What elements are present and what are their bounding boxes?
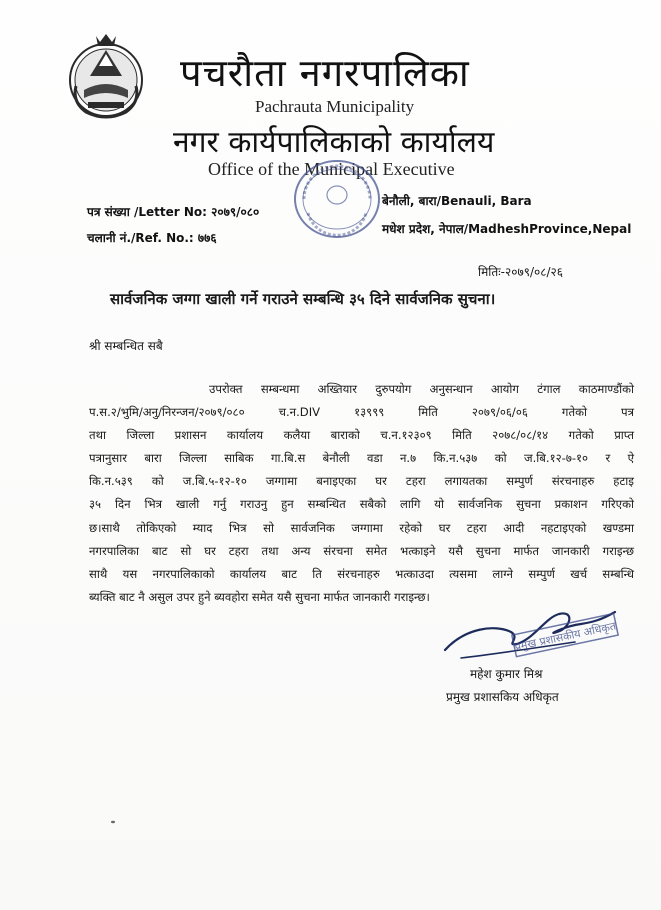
body-line: छ।साथै तोकिएको म्याद भित्र सो सार्वजनिक जग्गामा रहेको घर टहरा आदी नहटाइएको खण्डमा [89,520,634,535]
nepal-emblem-icon [66,30,146,120]
body-line: तथा जिल्ला प्रशासन कार्यालय कलैया बाराको च.न.१२३०९ मिति २०७८/०८/१४ गतेको प्राप्त [89,428,634,443]
body-line: प.स.२/भुमि/अनु/निरन्जन/२०७९/०८० च.न.DIV १३९९९ मिति २०७९/०६/०६ गतेको पत्र [89,405,634,420]
body-line: ब्यक्ति बाट नै असुल उपर हुने ब्यवहोरा समेत यसै सुचना मार्फत जानकारी गराइन्छ। [89,589,430,604]
office-name-english: Office of the Municipal Executive [208,159,455,179]
body-line: ३५ दिन भित्र खाली गर्नु गराउनु हुन सम्बन्धित सबैको लागि यो सार्वजनिक सुचना प्रकाशन गरिएको [89,497,634,512]
scan-speck-icon [110,820,116,824]
body-line: उपरोक्त सम्बन्धमा अख्तियार दुरुपयोग अनुसन्धान आयोग टंगाल काठमाण्डौंको [209,382,634,396]
designation-stamp-text: प्रमुख प्रशासकीय अधिकृत [513,619,618,654]
reference-number: चलानी नं./Ref. No.: ७७६ [87,231,217,245]
municipality-name-english: Pachrauta Municipality [255,97,415,116]
letter-body [89,378,634,609]
office-name-nepali: नगर कार्यपालिकाको कार्यालय [173,125,495,160]
municipality-name-nepali: पचरौता नगरपालिका [180,51,470,95]
letter-subject: सार्वजनिक जग्गा खाली गर्ने गराउने सम्बन्धि ३५ दिने सार्वजनिक सुचना। [110,290,496,308]
office-stamp-icon [290,155,385,243]
letter-date: मितिः-२०७९/०८/२६ [478,265,563,279]
body-line: पत्रानुसार बारा जिल्ला साबिक गा.बि.स बेनौली वडा न.७ कि.न.५३७ को ज.बि.१२-७-१० र ऐ [89,451,634,466]
address-line-1: बेनौली, बारा/Benauli, Bara [382,194,532,208]
body-line: नगरपालिका बाट सो घर टहरा तथा अन्य संरचना समेत भत्काइने यसै सुचना मार्फत जानकारी गराइन्छ [89,543,634,558]
signature-icon [425,598,625,668]
body-line: साथै यस नगरपालिकाको कार्यालय बाट ति संरचनाहरु भत्काउदा त्यसमा लाग्ने सम्पुर्ण खर्च सम्बन्धि [89,566,634,581]
signatory-title: प्रमुख प्रशासकिय अधिकृत [446,690,559,704]
signatory-name: महेश कुमार मिश्र [470,667,543,681]
letter-number: पत्र संख्या /Letter No: २०७९/०८० [87,205,260,219]
body-line: कि.न.५३९ को ज.बि.५-१२-१० जग्गामा बनाइएका घर टहरा लगायतका सम्पुर्ण संरचनाहरु हटाइ [89,474,634,489]
address-line-2: मधेश प्रदेश, नेपाल/MadheshProvince,Nepal [382,222,632,236]
salutation: श्री सम्बन्धित सबै [89,339,163,353]
